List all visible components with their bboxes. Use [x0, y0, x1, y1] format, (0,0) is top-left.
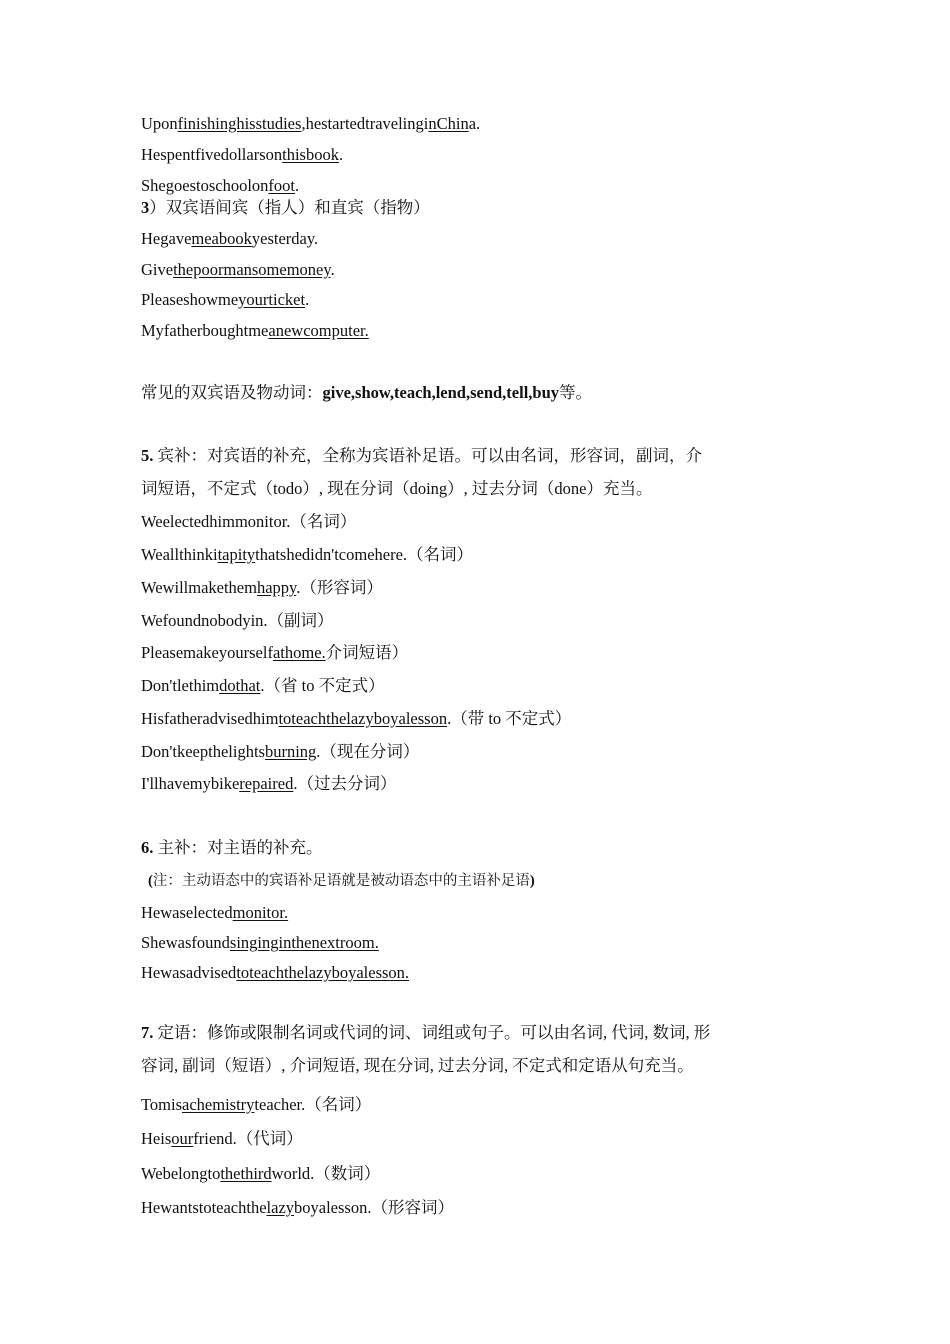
- text-run: 主补：对主语的补充。: [153, 838, 323, 857]
- text-line: [141, 147, 343, 164]
- text-line: [141, 547, 473, 564]
- underlined-phrase: dothat: [219, 676, 261, 695]
- underlined-phrase: athome.: [272, 643, 326, 662]
- underlined-phrase: thisbook: [282, 145, 339, 164]
- text-run: Wefoundnobodyin.（副词）: [141, 611, 334, 630]
- text-line: [141, 178, 299, 195]
- text-run: Hegave: [141, 229, 192, 248]
- text-line: [141, 744, 419, 761]
- text-run: 定语：修饰或限制名词或代词的词、词组或句子。可以由名词, 代词, 数词, 形: [153, 1023, 711, 1042]
- text-line: [141, 711, 571, 728]
- text-run: Don'tkeepthelights: [141, 742, 265, 761]
- text-run: Hespentfivedollarson: [141, 145, 283, 164]
- bold-text: 6.: [141, 838, 154, 857]
- text-line: [141, 965, 409, 982]
- bold-text: give,show,teach,lend,send,tell,buy: [322, 383, 560, 402]
- text-line: [141, 292, 309, 309]
- text-run: .（省 to 不定式）: [260, 676, 385, 695]
- underlined-phrase: monitor.: [232, 903, 289, 922]
- bold-text: 7.: [141, 1023, 154, 1042]
- text-run: Shewasfound: [141, 933, 230, 952]
- text-line: [141, 580, 383, 597]
- underlined-phrase: tapity: [217, 545, 256, 564]
- text-run: I'llhavemybike: [141, 774, 240, 793]
- text-line: [141, 1097, 371, 1114]
- text-run: thatshedidn'tcomehere.（名词）: [255, 545, 474, 564]
- text-run: Tomis: [141, 1095, 183, 1114]
- text-line: [141, 1131, 303, 1148]
- text-run: Hewantstoteachthe: [141, 1198, 267, 1217]
- underlined-phrase: thepoormansomemoney: [173, 260, 331, 279]
- underlined-phrase: lazy: [266, 1198, 295, 1217]
- text-run: Webelongto: [141, 1164, 221, 1183]
- text-line: [141, 385, 592, 402]
- text-run: 宾补：对宾语的补充，全称为宾语补足语。可以由名词，形容词，副词，介: [153, 446, 702, 465]
- text-run: 注：主动语态中的宾语补足语就是被动语态中的主语补足语: [152, 873, 530, 889]
- text-run: Myfatherboughtme: [141, 321, 269, 340]
- text-run: Wewillmakethem: [141, 578, 257, 597]
- text-run: .（形容词）: [296, 578, 383, 597]
- text-line: [141, 448, 702, 465]
- underlined-phrase: thethird: [220, 1164, 272, 1183]
- text-run: teacher.（名词）: [254, 1095, 372, 1114]
- text-run: Shegoestoschoolon: [141, 176, 269, 195]
- text-run: boyalesson.（形容词）: [294, 1198, 454, 1217]
- text-run: 等。: [559, 383, 593, 402]
- text-run: ,hestartedtravelingi: [301, 114, 429, 133]
- text-run: yesterday.: [251, 229, 319, 248]
- underlined-phrase: yourticket: [238, 290, 306, 309]
- text-run: Hewaselected: [141, 903, 233, 922]
- text-run: .: [295, 176, 300, 195]
- text-run: friend.（代词）: [193, 1129, 303, 1148]
- text-line: [141, 645, 408, 662]
- underlined-phrase: toteachthelazyboyalesson.: [236, 963, 410, 982]
- text-line: [141, 200, 430, 217]
- text-line: [141, 231, 318, 248]
- underlined-phrase: repaired: [239, 774, 294, 793]
- note-line: [148, 874, 535, 889]
- text-line: [141, 262, 335, 279]
- bold-text: (: [148, 873, 153, 889]
- text-line: [141, 1200, 454, 1217]
- text-line: [141, 905, 288, 922]
- text-line: [141, 1166, 380, 1183]
- text-run: 介词短语）: [325, 643, 409, 662]
- underlined-phrase: singinginthenextroom.: [229, 933, 379, 952]
- text-run: .: [338, 145, 344, 164]
- text-run: a.: [468, 114, 481, 133]
- bold-text: 3: [141, 198, 150, 217]
- underlined-phrase: finishinghisstudies: [177, 114, 302, 133]
- underlined-phrase: foot: [268, 176, 296, 195]
- underlined-phrase: anewcomputer.: [268, 321, 369, 340]
- text-run: Hisfatheradvisedhim: [141, 709, 279, 728]
- text-line: [141, 481, 653, 498]
- underlined-phrase: our: [171, 1129, 194, 1148]
- text-line: [141, 1058, 694, 1075]
- underlined-phrase: toteachthelazyboyalesson: [278, 709, 448, 728]
- text-line: [141, 116, 480, 133]
- text-line: [141, 776, 396, 793]
- text-run: Give: [141, 260, 174, 279]
- text-line: [141, 1025, 710, 1042]
- text-run: 常见的双宾语及物动词：: [141, 383, 323, 402]
- text-run: Don'tlethim: [141, 676, 220, 695]
- text-run: Weelectedhimmonitor.（名词）: [141, 512, 357, 531]
- text-run: .（现在分词）: [316, 742, 420, 761]
- text-run: 容词, 副词（短语）, 介词短语, 现在分词, 过去分词, 不定式和定语从句充当。: [141, 1056, 694, 1075]
- text-run: ）双宾语间宾（指人）和直宾（指物）: [149, 198, 430, 217]
- underlined-phrase: nChin: [428, 114, 469, 133]
- text-line: [141, 678, 385, 695]
- underlined-phrase: achemistry: [182, 1095, 255, 1114]
- text-line: [141, 323, 369, 340]
- text-run: .: [330, 260, 335, 279]
- text-line: [141, 613, 334, 630]
- text-run: .（带 to 不定式）: [447, 709, 572, 728]
- text-line: [141, 840, 323, 857]
- bold-text: 5.: [141, 446, 154, 465]
- text-run: Pleasemakeyourself: [141, 643, 273, 662]
- text-run: Heis: [141, 1129, 172, 1148]
- underlined-phrase: burning: [264, 742, 317, 761]
- text-run: Weallthinki: [141, 545, 218, 564]
- text-run: .（过去分词）: [293, 774, 397, 793]
- text-run: world.（数词）: [271, 1164, 381, 1183]
- text-run: 词短语，不定式（todo）, 现在分词（doing）, 过去分词（done）充当。: [141, 479, 653, 498]
- text-run: Hewasadvised: [141, 963, 237, 982]
- underlined-phrase: happy: [256, 578, 297, 597]
- bold-text: ): [529, 873, 535, 889]
- text-line: [141, 514, 356, 531]
- text-line: [141, 935, 379, 952]
- text-run: Pleaseshowme: [141, 290, 239, 309]
- text-run: .: [305, 290, 310, 309]
- underlined-phrase: meabook: [191, 229, 252, 248]
- text-run: Upon: [141, 114, 178, 133]
